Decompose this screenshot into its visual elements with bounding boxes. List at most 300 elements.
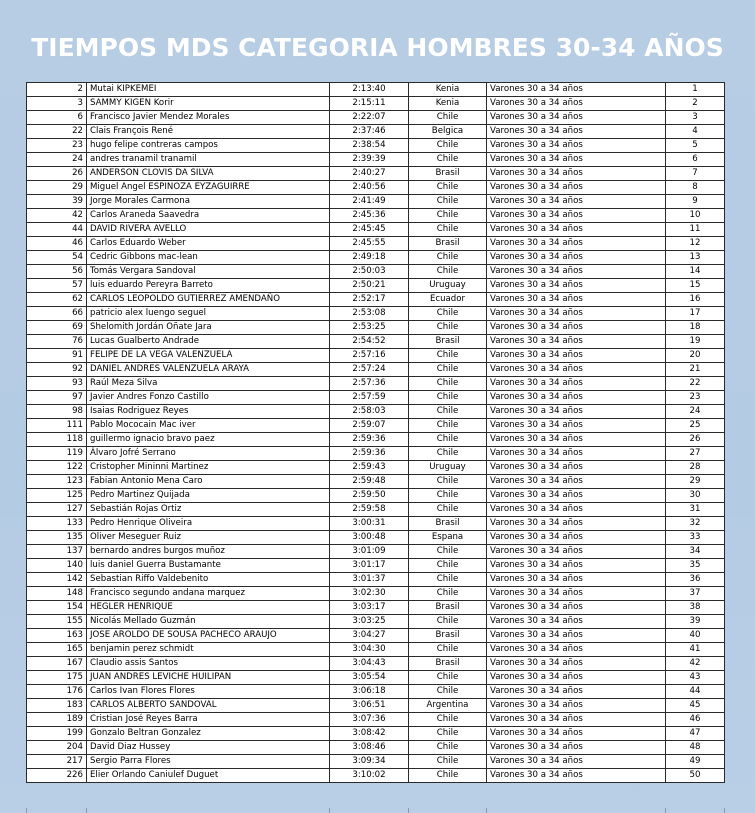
cell-country: Chile (409, 671, 487, 685)
cell-bib-number: 26 (27, 167, 87, 181)
table-row (27, 139, 725, 153)
cell-category: Varones 30 a 34 años (487, 391, 666, 405)
cell-place: 31 (666, 503, 725, 517)
table-row (27, 741, 725, 755)
cell-place: 8 (666, 181, 725, 195)
cell-country: Chile (409, 251, 487, 265)
cell-category: Varones 30 a 34 años (487, 363, 666, 377)
cell-runner-name: Cristian José Reyes Barra (87, 713, 330, 727)
cell-place: 27 (666, 447, 725, 461)
cell-finish-time: 2:59:58 (330, 503, 409, 517)
cell-finish-time: 2:52:17 (330, 293, 409, 307)
cell-country: Kenia (409, 97, 487, 111)
cell-runner-name: Claudio assis Santos (87, 657, 330, 671)
cell-category: Varones 30 a 34 años (487, 153, 666, 167)
cell-category: Varones 30 a 34 años (487, 167, 666, 181)
table-row (27, 685, 725, 699)
cell-finish-time: 3:02:30 (330, 587, 409, 601)
cell-country: Chile (409, 139, 487, 153)
cell-runner-name: CARLOS LEOPOLDO GUTIERREZ AMENDAÑO (87, 293, 330, 307)
cell-category: Varones 30 a 34 años (487, 657, 666, 671)
cell-bib-number: 56 (27, 265, 87, 279)
table-row (27, 307, 725, 321)
cell-country: Chile (409, 195, 487, 209)
cell-category: Varones 30 a 34 años (487, 307, 666, 321)
table-row (27, 433, 725, 447)
cell-category: Varones 30 a 34 años (487, 181, 666, 195)
cell-place: 18 (666, 321, 725, 335)
cell-place: 25 (666, 419, 725, 433)
cell-country: Chile (409, 419, 487, 433)
cell-finish-time: 3:00:48 (330, 531, 409, 545)
cell-country: Chile (409, 503, 487, 517)
cell-runner-name: Pablo Mococain Mac iver (87, 419, 330, 433)
cell-runner-name: Mutai KIPKEMEI (87, 83, 330, 97)
cell-country: Chile (409, 475, 487, 489)
cell-finish-time: 3:05:54 (330, 671, 409, 685)
cell-bib-number: 93 (27, 377, 87, 391)
cell-bib-number: 39 (27, 195, 87, 209)
cell-bib-number: 98 (27, 405, 87, 419)
cell-runner-name: DANIEL ANDRES VALENZUELA ARAYA (87, 363, 330, 377)
cell-finish-time: 3:04:43 (330, 657, 409, 671)
cell-place: 21 (666, 363, 725, 377)
cell-bib-number: 76 (27, 335, 87, 349)
cell-place: 13 (666, 251, 725, 265)
table-row (27, 447, 725, 461)
cell-place: 47 (666, 727, 725, 741)
cell-runner-name: ANDERSON CLOVIS DA SILVA (87, 167, 330, 181)
cell-place: 48 (666, 741, 725, 755)
cell-category: Varones 30 a 34 años (487, 349, 666, 363)
cell-country: Brasil (409, 629, 487, 643)
cell-finish-time: 2:58:03 (330, 405, 409, 419)
table-row (27, 559, 725, 573)
cell-bib-number: 54 (27, 251, 87, 265)
cell-bib-number: 118 (27, 433, 87, 447)
cell-runner-name: Sebastian Riffo Valdebenito (87, 573, 330, 587)
cell-country: Chile (409, 769, 487, 783)
cell-runner-name: Álvaro Jofré Serrano (87, 447, 330, 461)
cell-category: Varones 30 a 34 años (487, 195, 666, 209)
cell-runner-name: Oliver Meseguer Ruiz (87, 531, 330, 545)
cell-category: Varones 30 a 34 años (487, 139, 666, 153)
cell-finish-time: 2:53:25 (330, 321, 409, 335)
cell-finish-time: 2:41:49 (330, 195, 409, 209)
cell-bib-number: 142 (27, 573, 87, 587)
cell-runner-name: benjamin perez schmidt (87, 643, 330, 657)
cell-runner-name: JUAN ANDRES LEVICHE HUILIPAN (87, 671, 330, 685)
cell-finish-time: 2:45:36 (330, 209, 409, 223)
table-row (27, 643, 725, 657)
cell-place: 49 (666, 755, 725, 769)
cell-finish-time: 3:06:51 (330, 699, 409, 713)
table-row (27, 391, 725, 405)
cell-runner-name: luis daniel Guerra Bustamante (87, 559, 330, 573)
cell-bib-number: 155 (27, 615, 87, 629)
cell-category: Varones 30 a 34 años (487, 573, 666, 587)
cell-bib-number: 29 (27, 181, 87, 195)
table-row (27, 629, 725, 643)
cell-finish-time: 2:59:48 (330, 475, 409, 489)
table-row (27, 195, 725, 209)
cell-country: Chile (409, 741, 487, 755)
table-row (27, 615, 725, 629)
cell-bib-number: 91 (27, 349, 87, 363)
cell-finish-time: 2:40:27 (330, 167, 409, 181)
cell-place: 39 (666, 615, 725, 629)
cell-place: 29 (666, 475, 725, 489)
cell-finish-time: 2:37:46 (330, 125, 409, 139)
table-row (27, 713, 725, 727)
cell-finish-time: 3:04:27 (330, 629, 409, 643)
table-row (27, 181, 725, 195)
cell-country: Chile (409, 755, 487, 769)
cell-category: Varones 30 a 34 años (487, 755, 666, 769)
cell-bib-number: 154 (27, 601, 87, 615)
table-row (27, 503, 725, 517)
cell-runner-name: Elier Orlando Caniulef Duguet (87, 769, 330, 783)
bottom-gridline-marks (0, 808, 755, 813)
cell-runner-name: Nicolás Mellado Guzmán (87, 615, 330, 629)
cell-category: Varones 30 a 34 años (487, 475, 666, 489)
cell-place: 20 (666, 349, 725, 363)
cell-country: Brasil (409, 237, 487, 251)
cell-bib-number: 42 (27, 209, 87, 223)
table-row (27, 321, 725, 335)
table-row (27, 279, 725, 293)
table-row (27, 545, 725, 559)
cell-place: 44 (666, 685, 725, 699)
cell-bib-number: 62 (27, 293, 87, 307)
cell-finish-time: 3:08:46 (330, 741, 409, 755)
cell-country: Chile (409, 545, 487, 559)
cell-country: Chile (409, 265, 487, 279)
cell-place: 35 (666, 559, 725, 573)
cell-bib-number: 176 (27, 685, 87, 699)
cell-bib-number: 165 (27, 643, 87, 657)
cell-place: 37 (666, 587, 725, 601)
cell-category: Varones 30 a 34 años (487, 209, 666, 223)
cell-runner-name: Pedro Henrique Oliveira (87, 517, 330, 531)
cell-finish-time: 3:08:42 (330, 727, 409, 741)
cell-category: Varones 30 a 34 años (487, 685, 666, 699)
cell-place: 11 (666, 223, 725, 237)
cell-bib-number: 57 (27, 279, 87, 293)
cell-place: 9 (666, 195, 725, 209)
cell-country: Chile (409, 713, 487, 727)
cell-bib-number: 92 (27, 363, 87, 377)
cell-place: 46 (666, 713, 725, 727)
cell-bib-number: 22 (27, 125, 87, 139)
cell-category: Varones 30 a 34 años (487, 447, 666, 461)
cell-place: 5 (666, 139, 725, 153)
cell-country: Brasil (409, 517, 487, 531)
cell-finish-time: 2:45:55 (330, 237, 409, 251)
cell-bib-number: 23 (27, 139, 87, 153)
cell-bib-number: 3 (27, 97, 87, 111)
cell-category: Varones 30 a 34 años (487, 489, 666, 503)
cell-category: Varones 30 a 34 años (487, 405, 666, 419)
cell-runner-name: Miguel Angel ESPINOZA EYZAGUIRRE (87, 181, 330, 195)
cell-runner-name: luis eduardo Pereyra Barreto (87, 279, 330, 293)
cell-place: 4 (666, 125, 725, 139)
cell-category: Varones 30 a 34 años (487, 671, 666, 685)
cell-finish-time: 2:13:40 (330, 83, 409, 97)
cell-country: Belgica (409, 125, 487, 139)
table-row (27, 405, 725, 419)
cell-bib-number: 6 (27, 111, 87, 125)
cell-country: Chile (409, 111, 487, 125)
cell-place: 22 (666, 377, 725, 391)
cell-country: Chile (409, 349, 487, 363)
cell-runner-name: DAVID RIVERA AVELLO (87, 223, 330, 237)
cell-runner-name: andres tranamil tranamil (87, 153, 330, 167)
table-row (27, 111, 725, 125)
cell-runner-name: hugo felipe contreras campos (87, 139, 330, 153)
cell-category: Varones 30 a 34 años (487, 279, 666, 293)
cell-place: 43 (666, 671, 725, 685)
table-row (27, 419, 725, 433)
cell-bib-number: 148 (27, 587, 87, 601)
cell-country: Uruguay (409, 461, 487, 475)
cell-category: Varones 30 a 34 años (487, 111, 666, 125)
cell-category: Varones 30 a 34 años (487, 223, 666, 237)
cell-country: Chile (409, 685, 487, 699)
cell-country: Brasil (409, 167, 487, 181)
table-row (27, 363, 725, 377)
table-row (27, 475, 725, 489)
cell-place: 2 (666, 97, 725, 111)
cell-finish-time: 2:22:07 (330, 111, 409, 125)
table-row (27, 97, 725, 111)
cell-runner-name: Raúl Meza Silva (87, 377, 330, 391)
table-row (27, 699, 725, 713)
cell-place: 1 (666, 83, 725, 97)
cell-place: 30 (666, 489, 725, 503)
cell-runner-name: SAMMY KIGEN Korir (87, 97, 330, 111)
cell-bib-number: 125 (27, 489, 87, 503)
results-table-body (27, 83, 725, 783)
table-row (27, 265, 725, 279)
cell-country: Chile (409, 363, 487, 377)
table-row (27, 377, 725, 391)
table-row (27, 461, 725, 475)
table-row (27, 769, 725, 783)
cell-bib-number: 46 (27, 237, 87, 251)
cell-category: Varones 30 a 34 años (487, 97, 666, 111)
cell-country: Chile (409, 643, 487, 657)
cell-country: Chile (409, 153, 487, 167)
cell-place: 7 (666, 167, 725, 181)
cell-country: Chile (409, 573, 487, 587)
table-row (27, 223, 725, 237)
cell-place: 26 (666, 433, 725, 447)
cell-place: 28 (666, 461, 725, 475)
cell-runner-name: HEGLER HENRIQUE (87, 601, 330, 615)
cell-country: Chile (409, 321, 487, 335)
cell-bib-number: 24 (27, 153, 87, 167)
cell-runner-name: bernardo andres burgos muñoz (87, 545, 330, 559)
cell-bib-number: 97 (27, 391, 87, 405)
cell-runner-name: Cristopher Mininni Martinez (87, 461, 330, 475)
cell-country: Chile (409, 489, 487, 503)
cell-runner-name: Tomás Vergara Sandoval (87, 265, 330, 279)
cell-runner-name: Carlos Araneda Saavedra (87, 209, 330, 223)
cell-runner-name: Jorge Morales Carmona (87, 195, 330, 209)
cell-place: 17 (666, 307, 725, 321)
cell-place: 19 (666, 335, 725, 349)
cell-runner-name: Gonzalo Beltran Gonzalez (87, 727, 330, 741)
cell-place: 45 (666, 699, 725, 713)
cell-category: Varones 30 a 34 años (487, 713, 666, 727)
cell-finish-time: 3:10:02 (330, 769, 409, 783)
cell-runner-name: Isaias Rodriguez Reyes (87, 405, 330, 419)
cell-country: Chile (409, 223, 487, 237)
cell-finish-time: 3:00:31 (330, 517, 409, 531)
cell-bib-number: 217 (27, 755, 87, 769)
cell-bib-number: 122 (27, 461, 87, 475)
cell-runner-name: Lucas Gualberto Andrade (87, 335, 330, 349)
cell-bib-number: 163 (27, 629, 87, 643)
cell-category: Varones 30 a 34 años (487, 601, 666, 615)
cell-finish-time: 2:39:39 (330, 153, 409, 167)
cell-finish-time: 3:03:25 (330, 615, 409, 629)
cell-runner-name: Fabian Antonio Mena Caro (87, 475, 330, 489)
cell-country: Chile (409, 447, 487, 461)
cell-finish-time: 2:49:18 (330, 251, 409, 265)
cell-country: Chile (409, 559, 487, 573)
cell-category: Varones 30 a 34 años (487, 643, 666, 657)
cell-finish-time: 3:01:09 (330, 545, 409, 559)
cell-category: Varones 30 a 34 años (487, 559, 666, 573)
cell-country: Kenia (409, 83, 487, 97)
cell-runner-name: Carlos Ivan Flores Flores (87, 685, 330, 699)
table-row (27, 573, 725, 587)
cell-country: Brasil (409, 601, 487, 615)
cell-runner-name: Javier Andres Fonzo Castillo (87, 391, 330, 405)
cell-finish-time: 3:01:17 (330, 559, 409, 573)
cell-country: Ecuador (409, 293, 487, 307)
cell-place: 12 (666, 237, 725, 251)
cell-category: Varones 30 a 34 años (487, 741, 666, 755)
cell-place: 32 (666, 517, 725, 531)
cell-finish-time: 2:38:54 (330, 139, 409, 153)
cell-bib-number: 133 (27, 517, 87, 531)
cell-runner-name: Francisco Javier Mendez Morales (87, 111, 330, 125)
table-row (27, 167, 725, 181)
cell-bib-number: 140 (27, 559, 87, 573)
cell-finish-time: 2:15:11 (330, 97, 409, 111)
cell-runner-name: Shelomith Jordán Oñate Jara (87, 321, 330, 335)
cell-bib-number: 111 (27, 419, 87, 433)
table-row (27, 587, 725, 601)
cell-finish-time: 3:04:30 (330, 643, 409, 657)
cell-finish-time: 2:59:07 (330, 419, 409, 433)
cell-country: Chile (409, 433, 487, 447)
cell-category: Varones 30 a 34 años (487, 265, 666, 279)
cell-category: Varones 30 a 34 años (487, 293, 666, 307)
cell-place: 34 (666, 545, 725, 559)
cell-category: Varones 30 a 34 años (487, 377, 666, 391)
cell-country: Chile (409, 181, 487, 195)
cell-runner-name: Sebastián Rojas Ortiz (87, 503, 330, 517)
cell-runner-name: Sergio Parra Flores (87, 755, 330, 769)
cell-finish-time: 2:45:45 (330, 223, 409, 237)
cell-bib-number: 44 (27, 223, 87, 237)
cell-finish-time: 2:59:50 (330, 489, 409, 503)
cell-country: Chile (409, 377, 487, 391)
cell-finish-time: 2:57:24 (330, 363, 409, 377)
cell-country: Chile (409, 391, 487, 405)
cell-bib-number: 127 (27, 503, 87, 517)
cell-category: Varones 30 a 34 años (487, 699, 666, 713)
cell-bib-number: 2 (27, 83, 87, 97)
cell-runner-name: David Diaz Hussey (87, 741, 330, 755)
cell-place: 3 (666, 111, 725, 125)
cell-runner-name: FELIPE DE LA VEGA VALENZUELA (87, 349, 330, 363)
cell-category: Varones 30 a 34 años (487, 727, 666, 741)
cell-finish-time: 3:09:34 (330, 755, 409, 769)
cell-category: Varones 30 a 34 años (487, 335, 666, 349)
cell-runner-name: Francisco segundo andana marquez (87, 587, 330, 601)
cell-country: Chile (409, 587, 487, 601)
cell-bib-number: 226 (27, 769, 87, 783)
cell-category: Varones 30 a 34 años (487, 517, 666, 531)
cell-bib-number: 69 (27, 321, 87, 335)
table-row (27, 251, 725, 265)
cell-country: Argentina (409, 699, 487, 713)
cell-bib-number: 167 (27, 657, 87, 671)
table-row (27, 517, 725, 531)
cell-finish-time: 2:57:59 (330, 391, 409, 405)
cell-country: Chile (409, 615, 487, 629)
table-row (27, 727, 725, 741)
table-row (27, 209, 725, 223)
cell-country: Chile (409, 405, 487, 419)
cell-place: 40 (666, 629, 725, 643)
cell-category: Varones 30 a 34 años (487, 503, 666, 517)
cell-category: Varones 30 a 34 años (487, 251, 666, 265)
cell-category: Varones 30 a 34 años (487, 419, 666, 433)
cell-finish-time: 3:07:36 (330, 713, 409, 727)
cell-country: Chile (409, 727, 487, 741)
cell-bib-number: 135 (27, 531, 87, 545)
cell-bib-number: 189 (27, 713, 87, 727)
cell-country: Espana (409, 531, 487, 545)
cell-bib-number: 123 (27, 475, 87, 489)
cell-category: Varones 30 a 34 años (487, 83, 666, 97)
cell-category: Varones 30 a 34 años (487, 629, 666, 643)
cell-runner-name: Pedro Martinez Quijada (87, 489, 330, 503)
table-row (27, 531, 725, 545)
cell-category: Varones 30 a 34 años (487, 125, 666, 139)
table-row (27, 125, 725, 139)
table-row (27, 153, 725, 167)
cell-finish-time: 2:40:56 (330, 181, 409, 195)
cell-finish-time: 2:50:03 (330, 265, 409, 279)
cell-place: 14 (666, 265, 725, 279)
cell-country: Chile (409, 209, 487, 223)
cell-place: 41 (666, 643, 725, 657)
cell-finish-time: 3:01:37 (330, 573, 409, 587)
cell-place: 38 (666, 601, 725, 615)
table-row (27, 293, 725, 307)
cell-runner-name: Clais François René (87, 125, 330, 139)
cell-bib-number: 204 (27, 741, 87, 755)
cell-place: 23 (666, 391, 725, 405)
cell-place: 15 (666, 279, 725, 293)
